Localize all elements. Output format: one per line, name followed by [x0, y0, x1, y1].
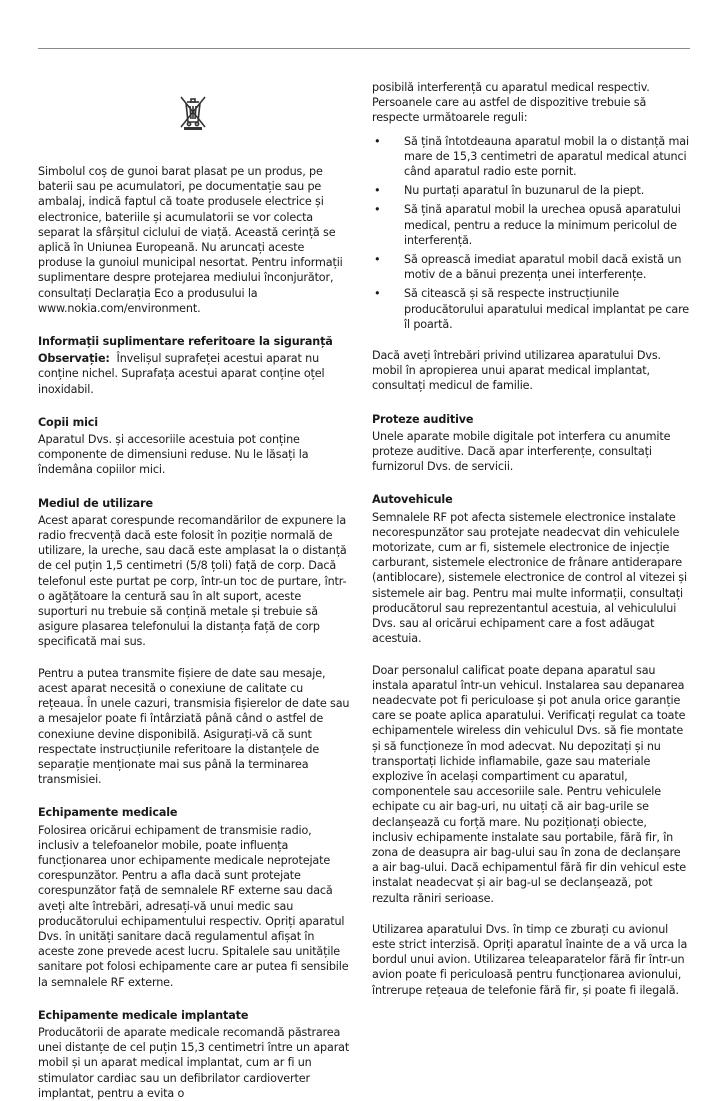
vehicles-heading: Autovehicule — [372, 493, 453, 507]
weee-symbol-area — [38, 80, 350, 140]
implant-heading: Echipamente medicale implantate — [38, 1008, 249, 1022]
children-heading: Copii mici — [38, 415, 98, 429]
bullet-glyph: • — [374, 184, 381, 198]
questions-paragraph: Dacă aveți întrebări privind utilizarea aparatului Dvs. mobil în apropierea unui aparat medical implantat, consultați medicul de familie. — [372, 349, 661, 393]
list-item-text: Nu purtați aparatul în buzunarul de la piept. — [404, 184, 645, 198]
environment-heading: Mediul de utilizare — [38, 496, 153, 510]
transfer-paragraph: Pentru a putea transmite fișiere de date sau mesaje, acest aparat necesită o conexiune de calitate cu rețeaua. În unele cazuri, transmisia fișierelor de date sau a mesajelor poate fi întârziată până când o astfel de conexiune devine disponibilă. Asigurați-vă că sunt respectate instrucțiunile referitoare la distanțele de separație menționate mai sus până la terminarea transmisiei. — [38, 666, 350, 787]
environment-paragraph: Acest aparat corespunde recomandărilor de expunere la radio frecvență dacă este folosit în poziție normală de utilizare, la ureche, sau dacă este amplasat la o distanță de cel puțin 1,5 centimetri (5/8 țoli) față de corp. Dacă telefonul este purtat pe corp, într-un toc de purtare, într-o agățătoare la centură sau în alt suport, aceste suporturi nu trebuie să conțină metale și trebuie să asigure plasarea telefonului la distanța față de corp specificată mai sus. — [38, 513, 347, 649]
nickel-note — [38, 351, 350, 397]
right-column — [372, 80, 690, 998]
hearing-heading: Proteze auditive — [372, 412, 474, 426]
list-item-text: Să citească și să respecte instrucțiunile producătorului aparatului medical implantat pe care îl poartă. — [404, 287, 690, 331]
left-column — [38, 80, 350, 1101]
list-item — [372, 134, 690, 180]
crossed-out-bin-icon — [178, 94, 208, 130]
note-label: Observație: — [38, 352, 110, 366]
medical-heading: Echipamente medicale — [38, 806, 178, 820]
list-item — [372, 202, 690, 248]
list-item-text: Să oprească imediat aparatul mobil dacă există un motiv de a bănui prezența unei interferențe. — [404, 253, 682, 282]
implant-paragraph: Producătorii de aparate medicale recomandă păstrarea unei distanțe de cel puțin 15,3 centimetri între un aparat mobil și un aparat medical implantat, cum ar fi un stimulator cardiac sau un defibrilator cardioverter implantat, pentru a evita o — [38, 1025, 350, 1100]
bullet-glyph: • — [374, 253, 381, 267]
list-item — [372, 286, 690, 332]
list-item — [372, 183, 690, 198]
vehicles-paragraph: Semnalele RF pot afecta sistemele electronice instalate necorespunzător sau protejate neadecvat din vehiculele motorizate, cum ar fi, sistemele electronice de injecție carburant, sistemele electronice de frânare antiderapare (antiblocare), sistemele electronice de control al vitezei și sistemele air bag. Pentru mai multe informații, consultați producătorul sau reprezentantul acestuia, al vehiculului Dvs. sau al oricărui echipament care a fost adăugat acestuia. — [372, 510, 687, 646]
list-item-text: Să țină aparatul mobil la urechea opusă aparatului medical, pentru a reduce la minimum pericolul de interferență. — [404, 203, 681, 247]
medical-paragraph: Folosirea oricărui echipament de transmisie radio, inclusiv a telefoanelor mobile, poate influența funcționarea unor echipamente medicale neprotejate corespunzător. Pentru a afla dacă sunt protejate corespunzător față de semnalele RF externe sau dacă aveți alte întrebări, adresați-vă unui medic sau producătorului echipamentului respectiv. Opriți aparatul Dvs. în unități sanitare dacă regulamentul afișat în aceste zone prevede acest lucru. Spitalele sau unitățile sanitare pot folosi echipamente care ar putea fi sensibile la semnalele RF externe. — [38, 823, 349, 989]
header-rule — [38, 48, 690, 49]
children-paragraph: Aparatul Dvs. și accesoriile acestuia pot conține componente de dimensiuni reduse. Nu le lăsați la îndemâna copiilor mici. — [38, 433, 309, 477]
implant-continuation: posibilă interferență cu aparatul medical respectiv. Persoanele care au astfel de dispozitive trebuie să respecte următoarele reguli: — [372, 81, 650, 125]
flight-paragraph: Utilizarea aparatului Dvs. în timp ce zburați cu avionul este strict interzisă. Opriți aparatul înainte de a vă urca la bordul unui avion. Utilizarea teleaparatelor fără fir într-un avion poate fi periculoasă pentru funcționarea avionului, întrerupe rețeaua de telefonie fără fir, și poate fi ilegală. — [372, 922, 688, 997]
bullet-glyph: • — [374, 134, 381, 148]
list-item — [372, 252, 690, 282]
install-paragraph: Doar personalul calificat poate depana aparatul sau instala aparatul într-un vehicul. Instalarea sau depanarea neadecvate pot fi periculoase și pot anula orice garanție care se poate aplica aparatului. Verificați regulat ca toate echipamentele wireless din vehiculul Dvs. să fie montate și să funcționeze în mod adecvat. Nu depozitați și nu transportați lichide inflamabile, gaze sau materiale explozive în același compartiment cu aparatul, componentele sau accesoriile sale. Pentru vehiculele echipate cu air bag-uri, nu uitați că air bag-urile se declanșează cu forță mare. Nu poziționați obiecte, inclusiv echipamente instalate sau portabile, fără fir, în zona de deasupra air bag-ului sau în zona de declanșare a air bag-ului. Dacă echipamentul fără fir din vehicul este instalat neadecvat și air bag-ul se declanșează, pot rezulta răniri serioase. — [372, 663, 686, 905]
safety-heading: Informații suplimentare referitoare la siguranță — [38, 335, 333, 349]
bullet-glyph: • — [374, 203, 381, 217]
bullet-glyph: • — [374, 287, 381, 301]
hearing-paragraph: Unele aparate mobile digitale pot interfera cu anumite proteze auditive. Dacă apar interferențe, consultați furnizorul Dvs. de servicii. — [372, 429, 671, 474]
list-item-text: Să țină întotdeauna aparatul mobil la o distanță mai mare de 15,3 centimetri de aparatul medical atunci când aparatul radio este pornit. — [404, 134, 689, 179]
recycle-paragraph: Simbolul coș de gunoi barat plasat pe un produs, pe baterii sau pe acumulatori, pe documentație sau pe ambalaj, indică faptul că toate produsele electrice și electronice, bateriile și acumulatorii se vor colecta separat la sfârșitul ciclului de viață. Această cerință se aplică în Uniunea Europeană. Nu aruncați aceste produse la gunoiul municipal nesortat. Pentru informații suplimentare despre protejarea mediului înconjurător, consultați Declarația Eco a produsului la www.nokia.com/environment. — [38, 165, 343, 315]
note-text: Învelișul suprafeței acestui aparat nu conține nichel. Suprafața acestui aparat conține oțel inoxidabil. — [38, 352, 325, 396]
implant-rules-list — [372, 134, 690, 332]
